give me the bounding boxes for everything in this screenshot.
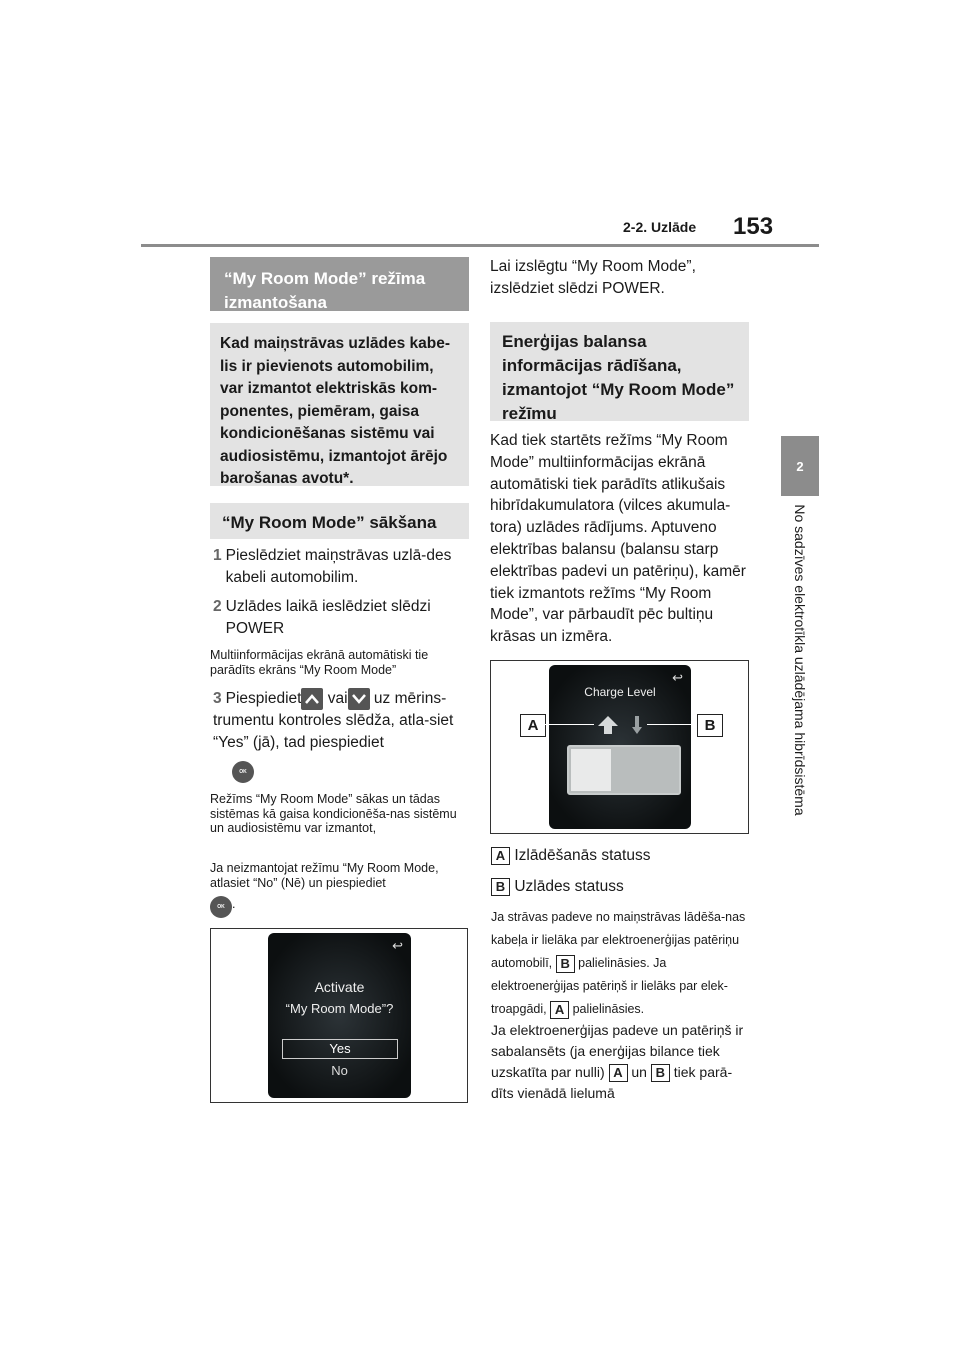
- small-note-2-b: tiek parā-dīts vienādā lielumā: [491, 1064, 733, 1101]
- charge-arrow-icon: [631, 715, 643, 740]
- step-2-number: 2: [213, 598, 222, 615]
- legend-b: [491, 876, 624, 898]
- activate-line-1: Activate: [314, 979, 365, 995]
- step-1: [213, 545, 471, 589]
- step-2-text: Uzlādes laikā ieslēdziet slēdzi POWER: [225, 598, 431, 637]
- chevron-down-icon: [348, 688, 370, 710]
- activate-line-2: “My Room Mode”?: [285, 1001, 394, 1016]
- back-icon-2: ↩: [672, 670, 683, 685]
- charge-level-screen: [549, 665, 691, 829]
- step-2: [213, 596, 471, 640]
- note-3: [210, 861, 468, 890]
- chapter-title: No sadzīves elektrotīkla uzlādējama hibrīdsistēma: [792, 504, 808, 816]
- step-3: [213, 688, 471, 754]
- step-3-text-b: vai: [327, 690, 348, 708]
- section-label: 2-2. Uzlāde: [623, 219, 697, 235]
- small-note-2-key-b: B: [651, 1064, 670, 1082]
- chapter-tab: 2: [781, 436, 819, 496]
- legend-a: [491, 845, 650, 867]
- note-1: Multiinformācijas ekrānā automātiski tie parādīts ekrāns “My Room Mode”: [210, 648, 429, 677]
- charge-level-figure: [490, 660, 749, 834]
- note-3-end: .: [232, 897, 236, 911]
- step-1-text: Pieslēdziet maiņstrāvas uzlā-des kabeli automobilim.: [225, 547, 452, 586]
- callout-a-line: [544, 724, 594, 725]
- battery-fill: [571, 749, 611, 791]
- ok-button-icon-2: [210, 895, 235, 918]
- step-3-text-a: Piespiediet: [225, 690, 302, 708]
- small-note-2-a: Ja elektroenerģijas padeve un patēriņš ir sabalansēts (ja enerģijas bilance tiek uzskatīta par nulli): [491, 1022, 744, 1080]
- callout-a: A: [520, 714, 546, 737]
- callout-b-line: [647, 724, 697, 725]
- legend-a-key: A: [491, 847, 510, 865]
- small-note-1-key-a: A: [550, 1001, 569, 1019]
- section-heading-balance: Enerģijas balansa informācijas rādīšana, izmantojot “My Room Mode” režīmu: [490, 322, 749, 421]
- paragraph-off: Lai izslēgtu “My Room Mode”, izslēdziet slēdzi POWER.: [490, 258, 696, 297]
- step-3-number: 3: [213, 690, 222, 708]
- step-3-text-c: uz mērins-trumentu kontroles slēdža, atla-siet “Yes” (jā), tad piespiediet: [213, 690, 454, 752]
- callout-b: B: [697, 714, 723, 737]
- step-1-number: 1: [213, 547, 222, 564]
- ok-label-2: OK: [210, 896, 232, 918]
- yes-option[interactable]: Yes: [282, 1039, 398, 1059]
- chevron-up-icon: [301, 688, 323, 710]
- small-note-2-key-a: A: [609, 1064, 628, 1082]
- activate-screen: [268, 933, 411, 1098]
- header-rule: [141, 244, 819, 247]
- note-3-text: Ja neizmantojat režīmu “My Room Mode, atlasiet “No” (Nē) un piespiediet: [210, 861, 439, 890]
- intro-box: Kad maiņstrāvas uzlādes kabe-lis ir pievienots automobilim, var izmantot elektriskās kom-ponentes, piemēram, gaisa kondicionēšanas sistēmu vai audiosistēmu, izmantojot ārējo barošanas avotu*.: [210, 323, 469, 486]
- section-heading-usage: “My Room Mode” režīma izmantošana: [210, 257, 469, 311]
- ok-label: OK: [232, 761, 254, 783]
- small-note-1: [491, 906, 753, 1021]
- page-number: 153: [733, 213, 774, 240]
- small-note-2-un: un: [631, 1064, 647, 1080]
- back-icon: ↩: [392, 938, 403, 953]
- legend-b-text: Uzlādes statuss: [514, 878, 624, 895]
- small-note-1-key-b: B: [556, 955, 575, 973]
- note-2: Režīms “My Room Mode” sākas un tādas sistēmas kā gaisa kondicionēša-nas sistēmu un audiosistēmu var izmantot,: [210, 792, 457, 835]
- ok-button-icon: [232, 760, 254, 783]
- small-note-1-c: palielināsies.: [572, 1002, 645, 1016]
- small-note-1-a: Ja strāvas padeve no maiņstrāvas lādēša-nas kabeļa ir lielāka par elektroenerģijas patēriņu automobilī,: [491, 910, 746, 970]
- legend-b-key: B: [491, 878, 510, 896]
- no-option[interactable]: No: [331, 1063, 348, 1078]
- section-heading-start: “My Room Mode” sākšana: [210, 503, 469, 539]
- activate-screen-figure: [210, 928, 468, 1103]
- paragraph-balance: Kad tiek startēts režīms “My Room Mode” multiinformācijas ekrānā automātiski tiek parādīts atlikušais hibrīdakumulatora (vilces akumula-tora) uzlādes rādījums. Aptuveno elektrības balansu (balansu starp elektrības padevi un patēriņu), kamēr tiek izmantots režīms “My Room Mode”, var pārbaudīt pēc bultiņu krāsas un izmēra.: [490, 432, 746, 646]
- legend-a-text: Izlādēšanās statuss: [514, 847, 651, 864]
- small-note-1-b: palielināsies. Ja elektroenerģijas patēriņš ir lielāks par elek-troapgādi,: [491, 956, 728, 1016]
- battery-gauge: [567, 745, 681, 795]
- charge-level-title: Charge Level: [584, 685, 656, 699]
- small-note-2: [491, 1020, 753, 1104]
- discharge-arrow-icon: [597, 715, 619, 740]
